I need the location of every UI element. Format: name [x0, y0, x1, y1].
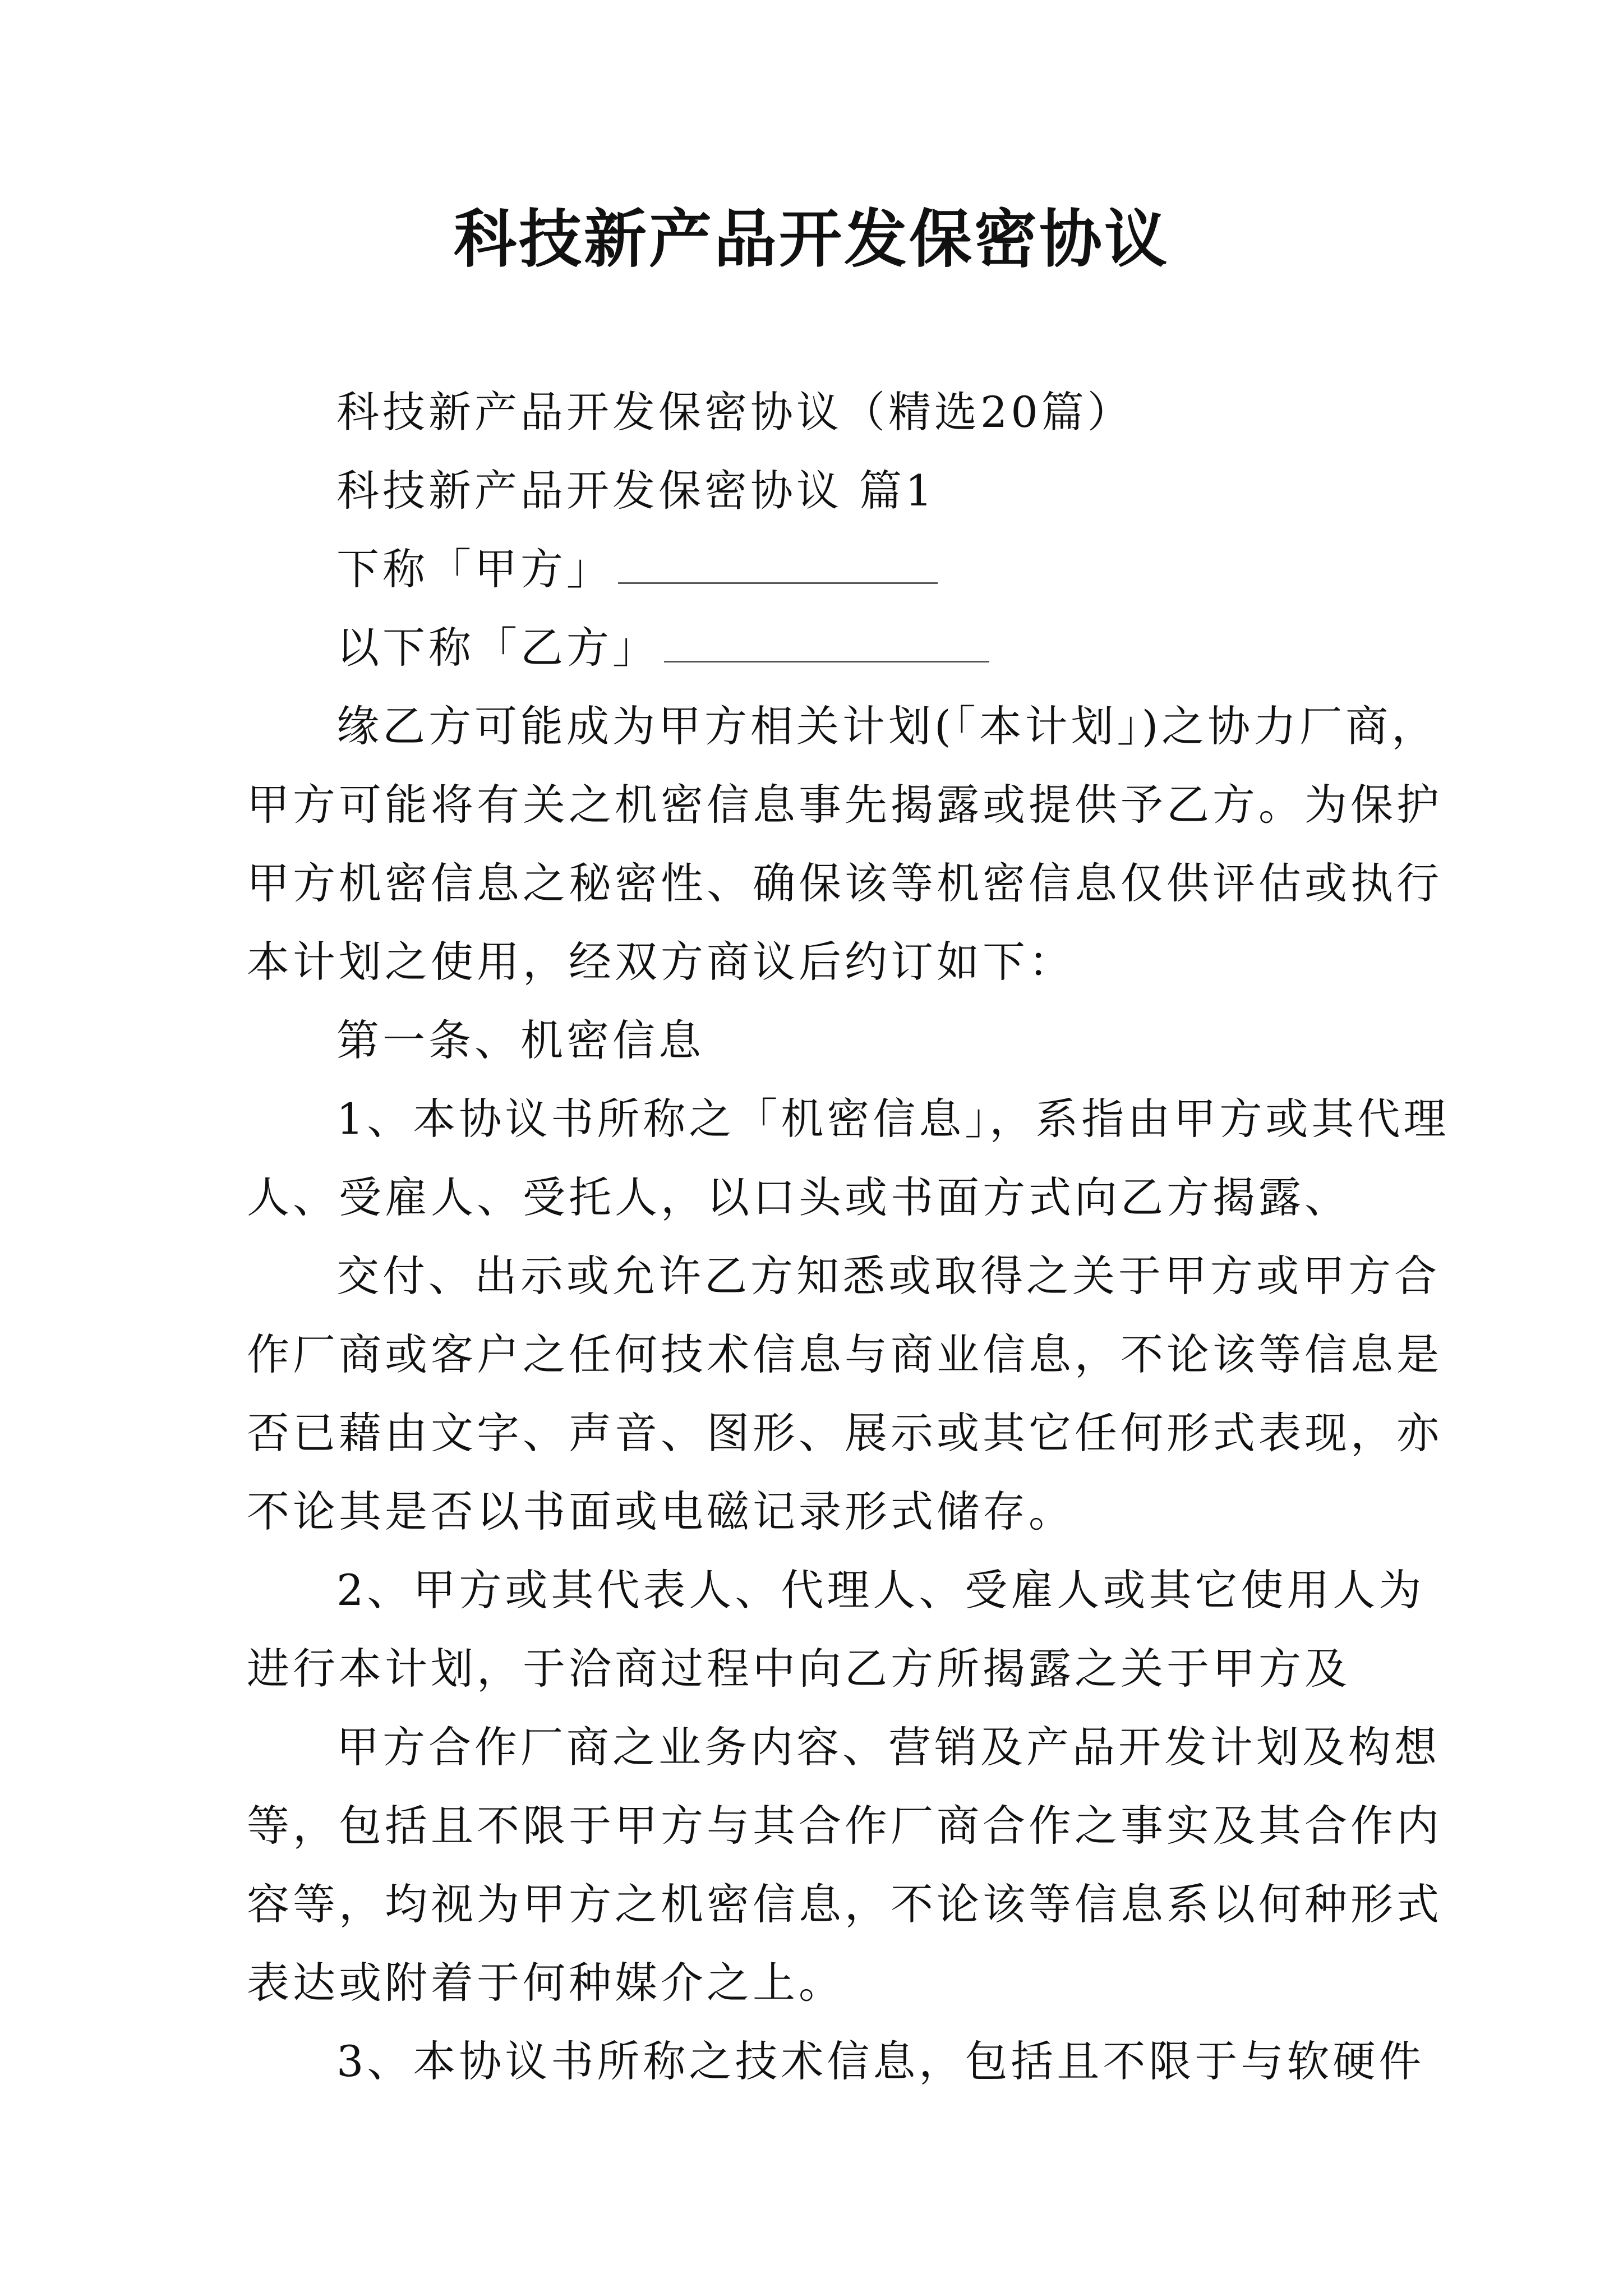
document-body: [247, 373, 1450, 2101]
paragraph-line: 不论其是否以书面或电磁记录形式储存。: [247, 1487, 1075, 1536]
paragraph-line: 甲方合作厂商之业务内容、营销及产品开发计划及构想: [336, 1722, 1440, 1772]
paragraph-line: 否已藉由文字、声音、图形、展示或其它任何形式表现，亦: [247, 1408, 1442, 1458]
paragraph-line: 作厂商或客户之任何技术信息与商业信息，不论该等信息是: [247, 1329, 1442, 1379]
party-b-blank: [664, 618, 989, 662]
party-a-blank: [618, 540, 938, 584]
paragraph-line: 甲方可能将有关之机密信息事先揭露或提供予乙方。为保护: [247, 780, 1442, 830]
party-b-label: 以下称「乙方」: [336, 623, 658, 673]
paragraph-line: 3、本协议书所称之技术信息，包括且不限于与软硬件: [336, 2036, 1425, 2086]
party-a-label: 下称「甲方」: [336, 544, 612, 594]
paragraph-line: 等，包括且不限于甲方与其合作厂商合作之事实及其合作内: [247, 1801, 1442, 1851]
paragraph-line: 1、本协议书所称之「机密信息」，系指由甲方或其代理: [336, 1094, 1450, 1144]
paragraph-line: 本计划之使用，经双方商议后约订如下：: [247, 937, 1075, 987]
document-subtitle: 科技新产品开发保密协议（精选20篇）: [336, 387, 1133, 437]
article-heading: 第一条、机密信息: [336, 1015, 704, 1065]
paragraph-line: 2、甲方或其代表人、代理人、受雇人或其它使用人为: [336, 1565, 1425, 1615]
paragraph-line: 人、受雇人、受托人，以口头或书面方式向乙方揭露、: [247, 1172, 1350, 1222]
paragraph-line: 甲方机密信息之秘密性、确保该等机密信息仅供评估或执行: [247, 858, 1442, 908]
paragraph-line: 缘乙方可能成为甲方相关计划(「本计划」)之协力厂商，: [336, 701, 1438, 751]
paragraph-line: 容等，均视为甲方之机密信息，不论该等信息系以何种形式: [247, 1879, 1442, 1929]
paragraph-line: 表达或附着于何种媒介之上。: [247, 1958, 845, 2008]
paragraph-line: 交付、出示或允许乙方知悉或取得之关于甲方或甲方合: [336, 1251, 1440, 1301]
party-a-line: [247, 530, 1391, 609]
section-heading: 科技新产品开发保密协议 篇1: [336, 466, 936, 516]
paragraph-line: 进行本计划，于洽商过程中向乙方所揭露之关于甲方及: [247, 1644, 1350, 1694]
party-b-line: [247, 609, 1391, 687]
document-title: 科技新产品开发保密协议: [454, 203, 1169, 276]
